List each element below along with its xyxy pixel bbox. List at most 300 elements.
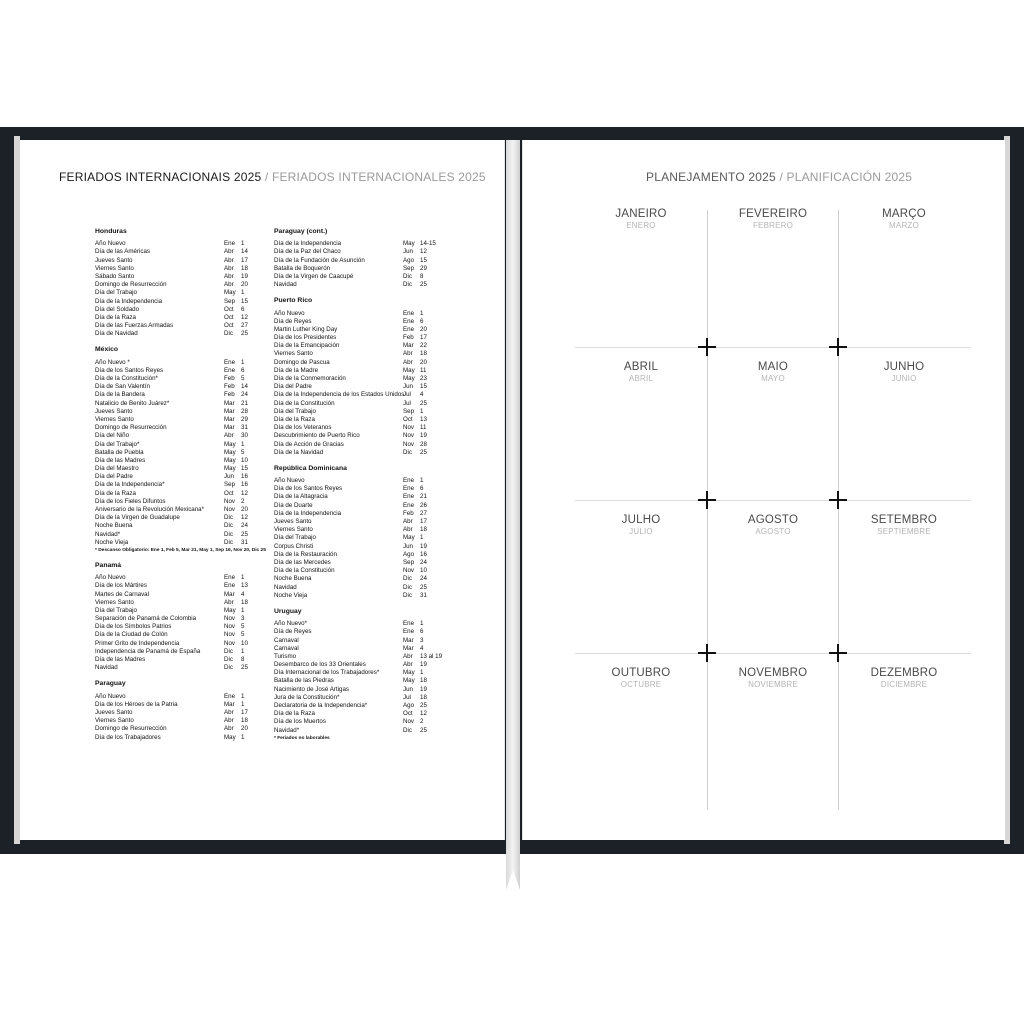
holiday-month: Sep	[403, 558, 415, 566]
holiday-name: Día de la Constitución	[274, 567, 335, 575]
holiday-month: Sep	[224, 481, 236, 489]
holiday-name: Día de la Independencia	[274, 509, 342, 517]
holiday-name: Día Internacional de los Trabajadores*	[274, 669, 380, 677]
holiday-day: 15	[241, 297, 248, 305]
holiday-day: 24	[241, 522, 248, 530]
month-name-es: FEBRERO	[752, 221, 794, 230]
holiday-name: Día de la Raza	[95, 489, 136, 497]
holiday-row	[95, 298, 255, 306]
bookmark-ribbon[interactable]	[506, 140, 520, 890]
title-separator: /	[261, 170, 272, 184]
holiday-row	[95, 248, 255, 256]
holiday-row	[274, 592, 434, 600]
holiday-name: Año Nuevo *	[95, 358, 130, 366]
holiday-row	[95, 400, 255, 408]
holiday-day: 1	[241, 647, 245, 655]
holiday-day: 1	[241, 440, 245, 448]
holiday-day: 12	[241, 489, 248, 497]
grid-horizontal-line-1	[575, 347, 971, 348]
holiday-name: Independencia de Panamá de España	[95, 647, 201, 655]
holiday-name: Día de los Fieles Difuntos	[95, 497, 166, 505]
holiday-name: Día de los Muertos	[274, 718, 326, 726]
holiday-day: 14	[241, 248, 248, 256]
holiday-month: Dic	[224, 656, 233, 664]
holiday-day: 2	[241, 497, 245, 505]
holiday-row	[95, 449, 255, 457]
holiday-day: 25	[241, 330, 248, 338]
holiday-row	[274, 502, 434, 510]
holiday-month: Abr	[224, 264, 234, 272]
month-name-es: ENERO	[626, 221, 656, 230]
holiday-month: Mar	[403, 644, 414, 652]
holiday-name: Día de la Virgen de Caacupé	[274, 272, 354, 280]
holiday-day: 19	[420, 661, 427, 669]
holiday-row	[95, 734, 255, 742]
holiday-month: May	[403, 366, 415, 374]
month-name-es: SEPTIEMBRE	[877, 527, 931, 536]
holiday-row	[274, 575, 434, 583]
holiday-name: Día del Niño	[95, 432, 130, 440]
holiday-day: 1	[241, 692, 245, 700]
holiday-row	[274, 359, 434, 367]
holiday-day: 13	[241, 582, 248, 590]
holiday-name: Año Nuevo	[95, 692, 126, 700]
month-name-es: MAYO	[761, 374, 785, 383]
holiday-day: 28	[241, 407, 248, 415]
holiday-name: Batalla de las Piedras	[274, 677, 334, 685]
holiday-row	[95, 506, 255, 514]
holiday-month: Nov	[224, 631, 236, 639]
holiday-name: Año Nuevo	[274, 309, 305, 317]
holiday-month: Ene	[403, 620, 415, 628]
holiday-name: Nacimiento de José Artigas	[274, 685, 349, 693]
holiday-row	[274, 628, 434, 636]
plus-mark-icon	[698, 644, 716, 662]
holiday-name: Día de los Trabajadores	[95, 733, 161, 741]
holiday-day: 1	[241, 733, 245, 741]
month-name-pt: AGOSTO	[747, 514, 799, 526]
holiday-row	[95, 424, 255, 432]
holiday-month: Dic	[224, 514, 233, 522]
holiday-day: 21	[420, 493, 427, 501]
holiday-day: 2	[420, 718, 424, 726]
month-cell-label	[707, 514, 839, 536]
holiday-month: May	[403, 375, 415, 383]
holiday-day: 5	[241, 375, 245, 383]
holiday-month: Jun	[403, 383, 413, 391]
country-heading: Puerto Rico	[274, 297, 313, 305]
holiday-day: 17	[241, 256, 248, 264]
holiday-name: Carnaval	[274, 644, 299, 652]
holiday-row	[274, 265, 434, 273]
holiday-day: 30	[241, 432, 248, 440]
holiday-row	[95, 473, 255, 481]
holiday-row	[95, 648, 255, 656]
month-name-pt: JUNHO	[883, 361, 925, 373]
holiday-row	[95, 539, 255, 547]
holiday-name: Día de la Paz del Chaco	[274, 248, 341, 256]
holiday-name: Navidad	[274, 281, 297, 289]
holiday-row	[274, 518, 434, 526]
holiday-name: Día de la Madre	[274, 366, 319, 374]
holiday-row	[274, 424, 434, 432]
holiday-name: Día de la Fundación de Asunción	[274, 256, 365, 264]
holiday-day: 20	[420, 325, 427, 333]
holiday-name: Año Nuevo	[274, 477, 305, 485]
holiday-day: 25	[420, 448, 427, 456]
holiday-month: Dic	[403, 591, 412, 599]
holiday-day: 20	[241, 506, 248, 514]
holiday-row	[274, 326, 434, 334]
holiday-name: Jueves Santo	[95, 709, 133, 716]
holiday-month: Nov	[403, 424, 415, 432]
holiday-month: May	[224, 448, 236, 456]
holiday-day: 1	[420, 477, 424, 485]
holiday-day: 18	[241, 598, 248, 606]
holiday-name: Día del Trabajo*	[95, 440, 140, 448]
holiday-row	[95, 599, 255, 607]
holiday-name: Día del Maestro	[95, 465, 139, 473]
holiday-row	[274, 477, 434, 485]
holidays-column-1	[95, 228, 266, 742]
holiday-month: Jul	[403, 391, 411, 399]
holiday-month: Mar	[224, 415, 235, 423]
holiday-name: Año Nuevo	[95, 574, 126, 582]
holiday-day: 17	[420, 334, 427, 342]
plus-mark-icon	[698, 338, 716, 356]
holiday-day: 24	[420, 558, 427, 566]
holiday-month: Oct	[403, 415, 413, 423]
holiday-name: Día de los Mártires	[95, 582, 147, 590]
holiday-name: Navidad*	[95, 530, 121, 538]
holiday-row	[274, 408, 434, 416]
holiday-month: Ene	[403, 493, 415, 501]
plus-mark-icon	[829, 644, 847, 662]
holiday-day: 22	[420, 342, 427, 350]
plus-mark-icon	[829, 491, 847, 509]
holiday-day: 25	[420, 726, 427, 734]
holiday-name: Navidad*	[274, 726, 300, 734]
holiday-day: 4	[420, 391, 424, 399]
holiday-day: 31	[420, 591, 427, 599]
holiday-day: 4	[420, 644, 424, 652]
holiday-month: Nov	[224, 623, 236, 631]
holiday-month: Abr	[403, 652, 413, 660]
holiday-name: Domingo de Resurrección	[95, 281, 167, 289]
holiday-month: May	[224, 289, 236, 297]
holiday-month: Mar	[224, 590, 235, 598]
month-cell-label	[707, 208, 839, 230]
planner-title-es: PLANIFICACIÓN 2025	[786, 170, 913, 184]
holiday-name: Día de Reyes	[274, 317, 312, 325]
holiday-row	[95, 490, 255, 498]
holiday-day: 15	[420, 256, 427, 264]
holiday-row	[274, 710, 434, 718]
planner-title	[646, 170, 912, 184]
holiday-day: 28	[420, 440, 427, 448]
holiday-month: Feb	[403, 334, 414, 342]
holiday-name: Día del Padre	[95, 473, 133, 481]
holiday-row	[274, 510, 434, 518]
country-heading: México	[95, 346, 119, 354]
holiday-month: Sep	[403, 407, 415, 415]
holiday-row	[274, 310, 434, 318]
holiday-name: Noche Vieja	[274, 591, 308, 599]
holiday-name: Viernes Santo	[95, 415, 134, 423]
holiday-row	[95, 615, 255, 623]
holiday-day: 10	[241, 456, 248, 464]
holiday-month: Dic	[403, 272, 412, 280]
holiday-row	[274, 551, 434, 559]
holiday-day: 26	[420, 501, 427, 509]
holiday-day: 6	[420, 317, 424, 325]
holiday-day: 14	[241, 383, 248, 391]
holiday-day: 12	[420, 710, 427, 718]
holiday-day: 1	[420, 407, 424, 415]
month-name-es: DICIEMBRE	[880, 680, 928, 689]
holiday-row	[274, 441, 434, 449]
month-name-es: JULIO	[629, 527, 653, 536]
holiday-name: Día de las Madres	[95, 456, 146, 464]
holiday-day: 12	[420, 248, 427, 256]
month-name-pt: MARÇO	[882, 208, 926, 220]
holiday-name: Jueves Santo	[274, 518, 312, 526]
holiday-day: 6	[241, 305, 245, 313]
holiday-month: May	[403, 534, 415, 542]
holiday-name: Viernes Santo	[95, 264, 134, 272]
holiday-name: Día de la Independencia	[95, 297, 163, 305]
holiday-month: Oct	[224, 305, 234, 313]
holiday-name: Día de la Independencia	[274, 240, 342, 248]
holiday-month: Mar	[224, 399, 235, 407]
month-cell-label	[838, 514, 970, 536]
holiday-row	[274, 694, 434, 702]
holiday-day: 19	[420, 542, 427, 550]
holiday-row	[95, 591, 255, 599]
holiday-day: 13	[420, 415, 427, 423]
holiday-name: Día de la Constitución*	[95, 375, 158, 383]
holiday-row	[95, 709, 255, 717]
holiday-name: Viernes Santo	[95, 598, 134, 606]
holiday-row	[95, 281, 255, 289]
holiday-day: 17	[241, 709, 248, 716]
holidays-title-es: FERIADOS INTERNACIONALES 2025	[271, 170, 486, 184]
holiday-row	[95, 416, 255, 424]
holiday-day: 25	[241, 530, 248, 538]
holiday-month: Ene	[224, 692, 236, 700]
holiday-row	[95, 582, 255, 590]
holiday-name: Día del Trabajo	[95, 289, 137, 297]
month-name-pt: MAIO	[757, 361, 789, 373]
holiday-row	[274, 620, 434, 628]
holiday-day: 6	[420, 485, 424, 493]
holiday-day: 29	[241, 415, 248, 423]
holiday-row	[274, 342, 434, 350]
holiday-row	[274, 375, 434, 383]
holiday-month: Ago	[403, 256, 415, 264]
holiday-name: Noche Vieja	[95, 538, 129, 546]
holiday-day: 15	[420, 383, 427, 391]
holiday-name: Batalla de Puebla	[95, 448, 144, 456]
holiday-row	[274, 485, 434, 493]
holiday-month: Ago	[403, 702, 415, 709]
holiday-row	[95, 257, 255, 265]
holiday-row	[95, 265, 255, 273]
holiday-month: Sep	[224, 297, 236, 305]
holiday-name: Día de la Restauración	[274, 550, 337, 558]
holiday-month: Dic	[224, 522, 233, 530]
country-heading: Panamá	[95, 561, 122, 569]
month-name-pt: FEVEREIRO	[738, 208, 808, 220]
holiday-day: 27	[420, 509, 427, 517]
holiday-day: 18	[241, 264, 248, 272]
holiday-row	[95, 432, 255, 440]
holiday-name: Día del Trabajo	[274, 407, 316, 415]
holiday-name: Día de la Constitución	[274, 399, 335, 407]
holiday-month: Nov	[224, 497, 236, 505]
holiday-month: Jul	[403, 693, 411, 701]
holiday-name: Sábado Santo	[95, 272, 135, 280]
country-heading: Paraguay (cont.)	[274, 228, 328, 235]
holiday-row	[95, 289, 255, 297]
holiday-month: Abr	[403, 350, 413, 358]
holiday-day: 15	[241, 465, 248, 473]
holiday-month: Jun	[403, 542, 413, 550]
holiday-name: Jura de la Constitución*	[274, 693, 340, 701]
holiday-name: Turismo	[274, 652, 297, 660]
month-cell-label	[707, 361, 839, 383]
holiday-row	[274, 645, 434, 653]
holiday-month: Ene	[403, 477, 415, 485]
holiday-note: * Descanso Obligatorio: Ene 1, Feb 5, Mar 21, May 1, Sep 16, Nov 20, Dic 25	[95, 547, 266, 553]
holiday-day: 11	[420, 424, 427, 432]
holiday-name: Día del Padre	[274, 383, 312, 391]
holiday-day: 5	[241, 623, 245, 631]
holiday-row	[95, 391, 255, 399]
month-name-pt: DEZEMBRO	[870, 667, 938, 679]
holiday-row	[274, 240, 434, 248]
holiday-row	[274, 727, 434, 735]
holiday-month: May	[224, 440, 236, 448]
country-heading: Honduras	[95, 228, 127, 235]
month-name-pt: ABRIL	[623, 361, 659, 373]
month-name-es: OCTUBRE	[620, 680, 662, 689]
holiday-month: Dic	[403, 583, 412, 591]
holiday-day: 1	[420, 534, 424, 542]
holiday-name: Noche Buena	[95, 522, 133, 530]
holiday-day: 1	[420, 669, 424, 677]
holiday-row	[95, 522, 255, 530]
holiday-day: 8	[241, 656, 245, 664]
holiday-month: Abr	[224, 432, 234, 440]
holiday-row	[274, 273, 434, 281]
month-name-es: MARZO	[889, 221, 919, 230]
plus-mark-icon	[829, 338, 847, 356]
holiday-name: Día de Duarte	[274, 501, 313, 509]
grid-horizontal-line-2	[575, 500, 971, 501]
holiday-row	[274, 449, 434, 457]
holiday-day: 25	[420, 583, 427, 591]
holiday-day: 16	[420, 550, 427, 558]
holiday-month: May	[224, 606, 236, 614]
holiday-name: Año Nuevo	[95, 240, 126, 248]
holiday-day: 19	[241, 272, 248, 280]
month-name-pt: NOVEMBRO	[738, 667, 808, 679]
holidays-title	[59, 170, 486, 184]
holiday-row	[274, 350, 434, 358]
holiday-name: Día de los Santos Reyes	[95, 366, 164, 374]
holiday-day: 20	[420, 358, 427, 366]
holiday-name: Descubrimiento de Puerto Rico	[274, 432, 360, 440]
holiday-day: 3	[420, 636, 424, 644]
holiday-day: 1	[420, 309, 424, 317]
holiday-month: Mar	[224, 407, 235, 415]
holiday-month: May	[403, 240, 415, 248]
holiday-day: 18	[420, 693, 427, 701]
left-page	[20, 140, 505, 840]
holiday-name: Navidad	[95, 664, 118, 672]
holiday-month: Ene	[403, 485, 415, 493]
holiday-name: Día de la Independencia*	[95, 481, 165, 489]
holiday-row	[274, 318, 434, 326]
holiday-month: Jun	[403, 685, 413, 693]
holiday-day: 1	[241, 574, 245, 582]
holiday-month: Feb	[224, 383, 235, 391]
holiday-day: 31	[241, 424, 248, 432]
holiday-name: Día de las Fuerzas Armadas	[95, 322, 174, 330]
month-name-es: AGOSTO	[755, 527, 791, 536]
holiday-row	[95, 631, 255, 639]
holiday-row	[95, 607, 255, 615]
holiday-name: Día de la Raza	[274, 710, 315, 718]
holiday-row	[95, 408, 255, 416]
holiday-day: 19	[420, 685, 427, 693]
holiday-note: * Feriados no laborables	[274, 735, 330, 741]
holiday-month: Mar	[403, 342, 414, 350]
holiday-month: Mar	[224, 700, 235, 708]
holiday-day: 12	[241, 514, 248, 522]
holiday-month: May	[403, 677, 415, 685]
holiday-month: Ene	[403, 317, 415, 325]
holiday-row	[274, 718, 434, 726]
holiday-row	[274, 652, 443, 661]
holiday-name: Navidad	[274, 583, 297, 591]
holiday-row	[95, 656, 255, 664]
holiday-row	[274, 400, 434, 408]
month-cell-label	[575, 514, 707, 536]
holiday-month: Abr	[224, 717, 234, 725]
holiday-day: 10	[241, 639, 248, 647]
holiday-day: 27	[241, 322, 248, 330]
holiday-day: 3	[241, 615, 245, 623]
holiday-row	[95, 465, 255, 473]
holiday-day: 17	[420, 518, 427, 526]
holiday-row	[95, 574, 255, 582]
holiday-day: 14-15	[420, 240, 436, 248]
holiday-name: Domingo de Resurrección	[95, 424, 167, 432]
holiday-day: 23	[420, 375, 427, 383]
month-cell-label	[838, 208, 970, 230]
holiday-day: 29	[420, 264, 427, 272]
bookmark-ribbon-tip	[506, 870, 520, 890]
holiday-name: Declaratoria de la Independencia*	[274, 702, 368, 709]
month-name-es: ABRIL	[628, 374, 654, 383]
holiday-row	[95, 330, 255, 338]
holiday-name: Día de la Independencia de los Estados Unidos	[274, 391, 405, 399]
holiday-name: Día de la Raza	[95, 313, 136, 321]
holiday-month: Abr	[224, 256, 234, 264]
holiday-row	[274, 391, 434, 399]
